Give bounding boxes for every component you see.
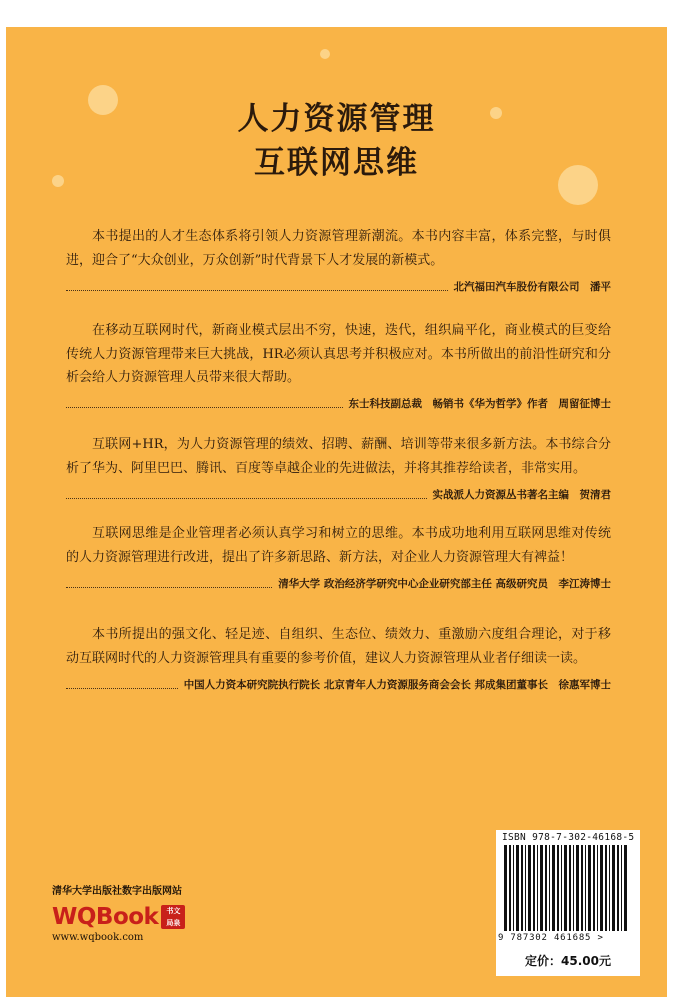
review-signature bbox=[66, 278, 611, 294]
barcode-stripe bbox=[504, 845, 507, 931]
barcode-stripe bbox=[612, 845, 615, 931]
barcode-stripe bbox=[597, 845, 598, 931]
review-text: 互联网+HR，为人力资源管理的绩效、招聘、薪酬、培训等带来很多新方法。本书综合分析了华为、阿里巴巴、腾讯、百度等卓越企业的先进做法，并将其推荐给读者，非常实用。 bbox=[66, 437, 611, 476]
barcode-stripe bbox=[564, 845, 567, 931]
barcode-stripe bbox=[609, 845, 610, 931]
barcode-stripe bbox=[593, 845, 595, 931]
dotted-leader bbox=[66, 680, 178, 689]
book-title-line1: 人力资源管理 bbox=[237, 101, 436, 137]
dotted-leader bbox=[66, 490, 427, 499]
barcode-stripe bbox=[552, 845, 555, 931]
dotted-leader bbox=[66, 399, 343, 408]
barcode-stripe bbox=[605, 845, 607, 931]
review-signature bbox=[66, 676, 611, 692]
barcode-stripe bbox=[557, 845, 559, 931]
barcode-stripe bbox=[600, 845, 603, 931]
barcode-stripe bbox=[561, 845, 562, 931]
barcode-stripe bbox=[521, 845, 523, 931]
badge-line1: 书文 bbox=[166, 907, 181, 915]
barcode-bars bbox=[504, 845, 630, 931]
barcode-stripe bbox=[545, 845, 547, 931]
isbn-text: ISBN 978-7-302-46168-5 bbox=[502, 832, 635, 843]
barcode-digits: 9 787302 461685 > bbox=[498, 933, 604, 943]
barcode-stripe bbox=[576, 845, 579, 931]
barcode-stripe bbox=[509, 845, 511, 931]
badge-line2: 局泉 bbox=[166, 919, 181, 927]
logo-badge bbox=[161, 905, 185, 929]
barcode-stripe bbox=[588, 845, 591, 931]
barcode-stripe bbox=[585, 845, 586, 931]
barcode-stripe bbox=[621, 845, 622, 931]
barcode-stripe bbox=[617, 845, 619, 931]
reviewer-name: 实战派人力资源丛书著名主编 贺清君 bbox=[432, 488, 611, 501]
barcode-stripe bbox=[624, 845, 627, 931]
review-text: 互联网思维是企业管理者必须认真学习和树立的思维。本书成功地利用互联网思维对传统的人力资源管理进行改进，提出了许多新思路、新方法，对企业人力资源管理大有裨益！ bbox=[66, 526, 611, 565]
reviewer-name: 北汽福田汽车股份有限公司 潘平 bbox=[453, 280, 611, 293]
publisher-name: 清华大学出版社数字出版网站 bbox=[52, 886, 182, 897]
review-text: 在移动互联网时代，新商业模式层出不穷，快速，迭代，组织扁平化，商业模式的巨变给传统人力资源管理带来巨大挑战，HR必须认真思考并积极应对。本书所做出的前沿性研究和分析会给人力资源管理人员带来很大帮助。 bbox=[66, 323, 611, 385]
barcode-stripe bbox=[581, 845, 583, 931]
dotted-leader bbox=[66, 282, 448, 291]
barcode-stripe bbox=[549, 845, 550, 931]
barcode-stripe bbox=[537, 845, 538, 931]
barcode-stripe bbox=[540, 845, 543, 931]
review-signature bbox=[66, 396, 611, 412]
reviewer-name: 东士科技副总裁 畅销书《华为哲学》作者 周留征博士 bbox=[348, 398, 611, 410]
review-2 bbox=[66, 319, 611, 412]
review-text: 本书提出的人才生态体系将引领人力资源管理新潮流。本书内容丰富，体系完整，与时俱进，迎合了“大众创业，万众创新”时代背景下人才发展的新模式。 bbox=[66, 229, 611, 268]
barcode-panel bbox=[496, 830, 640, 976]
logo-text: WQBook bbox=[52, 904, 159, 930]
reviewer-name: 中国人力资本研究院执行院长 北京青年人力资源服务商会会长 邦成集团董事长 徐惠军博士 bbox=[183, 678, 611, 691]
review-3 bbox=[66, 433, 611, 502]
publisher-block bbox=[52, 882, 212, 943]
review-signature bbox=[66, 575, 611, 591]
review-4 bbox=[66, 522, 611, 591]
wqbook-logo bbox=[52, 903, 212, 931]
price-label: 定价：45.00元 bbox=[525, 954, 611, 968]
review-1 bbox=[66, 225, 611, 294]
review-signature bbox=[66, 486, 611, 502]
publisher-url: www.wqbook.com bbox=[52, 932, 144, 943]
review-5 bbox=[66, 623, 611, 692]
review-text: 本书所提出的强文化、轻足迹、自组织、生态位、绩效力、重激励六度组合理论，对于移动互联网时代的人力资源管理具有重要的参考价值，建议人力资源管理从业者仔细读一读。 bbox=[66, 627, 611, 666]
book-title-line2: 互联网思维 bbox=[254, 145, 419, 181]
reviewer-name: 清华大学 政治经济学研究中心企业研究部主任 高级研究员 李江涛博士 bbox=[278, 577, 611, 590]
barcode-stripe bbox=[516, 845, 519, 931]
dotted-leader bbox=[66, 579, 272, 588]
barcode-stripe bbox=[573, 845, 574, 931]
barcode-stripe bbox=[513, 845, 514, 931]
barcode-stripe bbox=[569, 845, 571, 931]
barcode-stripe bbox=[528, 845, 531, 931]
decorative-bubble bbox=[320, 49, 330, 59]
barcode-stripe bbox=[533, 845, 535, 931]
book-back-cover bbox=[6, 27, 667, 997]
barcode-stripe bbox=[525, 845, 526, 931]
